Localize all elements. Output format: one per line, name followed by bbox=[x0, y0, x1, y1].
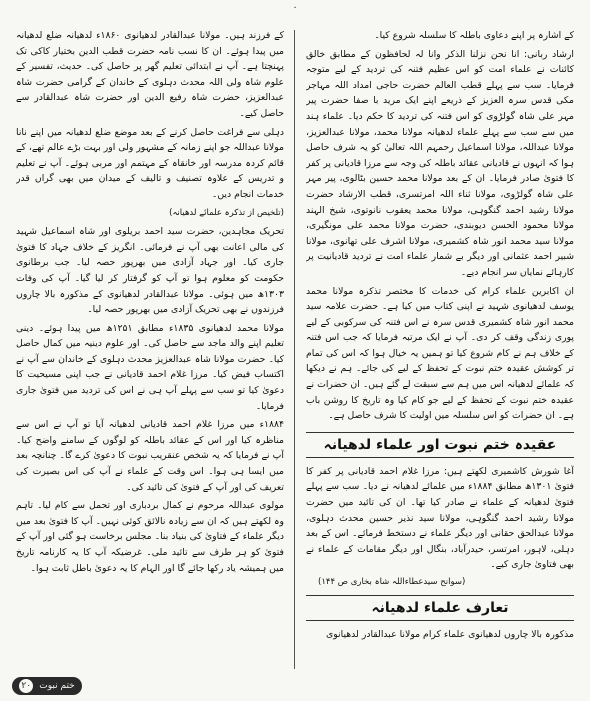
footer-label: ختم نبوت bbox=[39, 681, 75, 691]
paragraph: مولانا محمد لدھیانوی ۱۸۳۵ء مطابق ۱۲۵۱ھ میں پیدا ہوئے۔ دینی تعلیم اپنے والد ماجد سے حاصل کی۔ اور علوم دینیہ میں کمال حاصل کیا۔ حضرت مولانا شاہ عبدالعزیز محدث دہلوی کے خاندان سے آپ نے اکتساب فیض کیا۔ مرزا غلام احمد قادیانی نے جب اپنی مسیحیت کا دعویٰ کیا تو سب سے پہلے آپ ہی نے اس کی تردید میں فتویٰ جاری فرمایا۔ bbox=[16, 322, 284, 412]
paragraph: تحریک مجاہدین، حضرت سید احمد بریلوی اور شاہ اسماعیل شہید کی مالی اعانت بھی آپ نے فرمائی۔ انگریز کے خلاف جہاد کا فتویٰ جاری کیا۔ اور جہاد آزادی میں بھرپور حصہ لیا۔ جب برطانوی حکومت کو معلوم ہوا تو آپ کو گرفتار کر لیا گیا۔ آپ کی وفات ۱۳۰۳ھ میں ہوئی۔ مولانا عبدالقادر لدھیانوی کے مذکورہ بالا چاروں فرزندوں نے بھی تحریک آزادی میں بھرپور حصہ لیا۔ bbox=[16, 226, 284, 316]
bracket-note: (تلخیص از تذکرہ علمائے لدھیانہ) bbox=[169, 207, 284, 218]
paragraph: کے فرزند ہیں۔ مولانا عبدالقادر لدھیانوی ۱۸۶۰ء لدھیانہ ضلع لدھیانہ میں پیدا ہوئے۔ ان کا نسب نامہ حضرت قطب الدین بختیار کاکی تک پہنچتا ہے۔ آپ نے ابتدائی تعلیم گھر پر حاصل کی۔ حدیث، تفسیر کے علوم شاہ ولی اللہ محدث دہلوی کے خاندان کے گرامی حضرت شاہ عبدالعزیز، حضرت شاہ رفیع الدین اور حضرت شاہ عبدالقادر سے حاصل کیے۔ bbox=[16, 30, 284, 119]
paragraph: مذکورہ بالا چاروں لدھیانوی علماء کرام مولانا عبدالقادر لدھیانوی bbox=[325, 629, 574, 640]
footer-page-number: ۲۰ bbox=[19, 679, 33, 693]
page-number: ۰ bbox=[292, 2, 298, 13]
section-heading-khatm-e-nabuwwat: عقیدہ ختم نبوت اور علماء لدھیانہ bbox=[306, 432, 574, 458]
paragraph: ارشاد ربانی: انا نحن نزلنا الذکر وانا لہ لحافظون کے مطابق خالق کائنات نے علماء امت کو اس عظیم فتنہ کی تردید کے لیے متوجہ فرمایا۔ سب سے پہلے قطب العالم حضرت حاجی امداد اللہ مہاجر مکی قدس سرہ العزیز کے ذریعے اپنے ایک مرید با صفا حضرت پیر مہر علی شاہ گولڑوی کو اس فتنہ کی تردید کا حکم دیا۔ علماء ہند میں سے سب سے پہلے علماء لدھیانہ مولانا محمد، مولانا عبدالعزیز، مولانا عبداللہ، مولانا اسماعیل رحمہم اللہ تعالیٰ کو یہ شرف حاصل ہوا کہ انہوں نے قادیانی عقائد باطلہ کی وجہ سے مرزا قادیانی پر کفر کا فتویٰ صادر فرمایا۔ ان کے بعد مولانا محمد حسین بٹالوی، پیر مہر علی شاہ گولڑوی، مولانا ثناء اللہ امرتسری، قطب الارشاد حضرت مولانا رشید احمد گنگوہی، مولانا محمد یعقوب نانوتوی، شیخ الہند مولانا محمود الحسن دیوبندی، حضرت مولانا محمد علی مونگیری، مولانا سید محمد انور شاہ کشمیری، مولانا اشرف علی تھانوی، مولانا شبیر احمد عثمانی اور دیگر بے شمار علماء امت نے تردید قادیانیت پر کارہائے نمایاں سر انجام دیے۔ bbox=[306, 48, 574, 278]
footer-badge bbox=[12, 677, 82, 695]
paragraph: دہلی سے فراغت حاصل کرنے کے بعد موضع ضلع لدھیانہ میں اپنے نانا مولانا عبداللہ جو اپنے زمانہ کے مشہور ولی اور بہت بڑے عالم تھے، کے قائم کردہ مدرسہ اور خانقاہ کے مہتمم اور مربی ہوئے۔ آپ نے تعلیم و تدریس کے علاوہ تصنیف و تالیف کے میدان میں بھی گراں قدر خدمات انجام دیں۔ bbox=[16, 126, 284, 200]
paragraph: ۱۸۸۴ء میں مرزا غلام احمد قادیانی لدھیانہ آیا تو آپ نے اس سے مناظرہ کیا اور اس کے عقائد باطلہ کو لوگوں کے سامنے واضح کیا۔ آپ نے فرمایا کہ یہ شخص عنقریب نبوت کا دعویٰ کرے گا۔ چنانچہ بعد میں ایسا ہی ہوا۔ اس وقت کے علماء نے آپ کی اس بصیرت کی تعریف کی اور آپ کے فتویٰ کی تائید کی۔ bbox=[16, 419, 284, 493]
section-heading-taaruf: تعارف علماء لدھیانہ bbox=[306, 595, 574, 621]
right-column bbox=[306, 28, 574, 671]
source-citation: (سوانح سیدعطاءاللہ شاہ بخاری ص ۱۴۴) bbox=[318, 577, 466, 587]
paragraph: ان اکابرین علماء کرام کی خدمات کا مختصر تذکرہ مولانا محمد یوسف لدھیانوی شہید نے اپنی کتاب میں کیا ہے۔ حضرت علامہ سید محمد انور شاہ کشمیری قدس سرہ نے اس فتنہ کی سرکوبی کے لیے پوری زندگی وقف کر دی۔ آپ نے ایک مرتبہ فرمایا کہ جب اس فتنہ کے خلاف ہم نے کام شروع کیا تو ہمیں یہ خیال ہوا کہ اس کی تمام تر کوشش عقیدہ ختم نبوت کے تحفظ کے لیے کی جائے۔ ہم نے دیکھا کہ علمائے لدھیانہ اس میں ہم سے سبقت لے گئے ہیں۔ ان حضرات نے عقیدہ ختم نبوت کے تحفظ کے لیے جو کام کیا وہ تاریخ کا روشن باب ہے۔ ان حضرات کو اس سلسلہ میں اولیت کا شرف حاصل ہے۔ bbox=[306, 285, 574, 422]
paragraph: کے اشارہ پر اپنے دعاوی باطلہ کا سلسلہ شروع کیا۔ bbox=[374, 30, 574, 41]
paragraph: آغا شورش کاشمیری لکھتے ہیں: مرزا غلام احمد قادیانی پر کفر کا فتویٰ ۱۳۰۱ھ مطابق ۱۸۸۴ء میں علمائے لدھیانہ نے دیا۔ سب سے پہلے فتویٰ لدھیانہ کے علماء نے صادر کیا تھا۔ ان کی تائید میں حضرت مولانا رشید احمد گنگوہی، مولانا سید نذیر حسین محدث دہلوی، مولانا عبدالحق حقانی اور دیگر علماء نے دستخط فرمائے۔ اس کے بعد دہلی، لاہور، امرتسر، حیدرآباد، بنگال اور دیگر مقامات کے علماء نے بھی فتاویٰ جاری کیے۔ bbox=[306, 465, 574, 571]
column-divider bbox=[294, 30, 295, 669]
left-column bbox=[16, 28, 284, 671]
paragraph: مولوی عبداللہ مرحوم نے کمال بردباری اور تحمل سے کام لیا۔ تاہم وہ لکھتے ہیں کہ ان سے زیادہ نالائق کوئی نہیں۔ آپ کا فتویٰ بعد میں دیگر علماء کے فتاویٰ کی بنیاد بنا۔ مجلس برخاست ہو گئی اور آپ کے فتویٰ کو ہر طرف سے تائید ملی۔ غرضیکہ آپ کا یہ کارنامہ تاریخ میں ہمیشہ یاد رکھا جائے گا اور الہام کا یہ دعویٰ باطل ثابت ہوا۔ bbox=[16, 500, 284, 574]
